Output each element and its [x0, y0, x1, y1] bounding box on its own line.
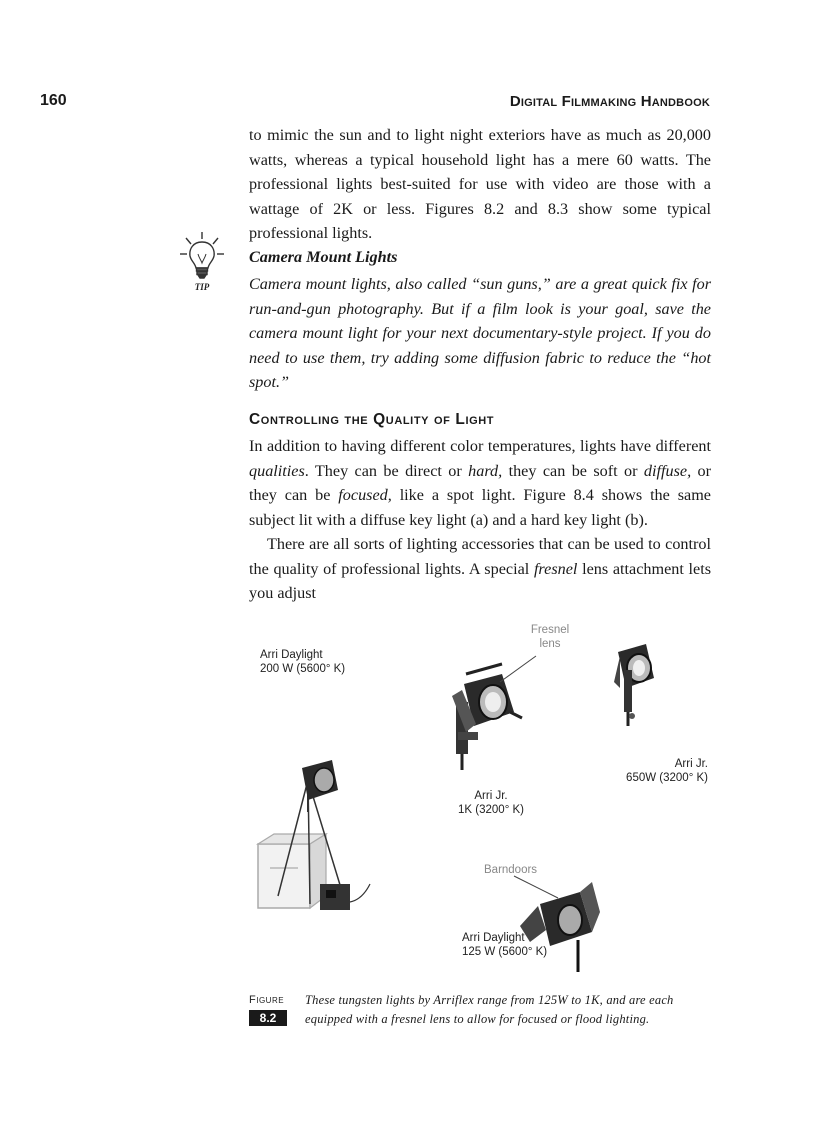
label-line: 200 W (5600° K)	[260, 663, 346, 675]
caption-figure-word: Figure	[249, 994, 285, 1006]
intro-text: to mimic the sun and to light night exteriors have as much as 20,000 watts, whereas a typical household light has a mere 60 watts. The professional lights best-suited for use with video are those with a wattage of 2K or less. Figures 8.2 and 8.3 show some typical professional lights.	[249, 126, 711, 242]
label-line: Fresnel	[530, 624, 570, 636]
quality-paragraph	[249, 434, 711, 532]
label-line: Arri Daylight	[462, 932, 525, 944]
term-fresnel: fresnel	[533, 559, 578, 578]
p1-text-i: like a spot light. Figure 8.4 shows the same subject lit with a diffuse key light (a) and a hard key light (b).	[249, 486, 711, 529]
label-line: Arri Daylight	[260, 649, 323, 661]
section-body	[249, 434, 711, 606]
label-arri-jr-650	[614, 757, 708, 785]
section-heading: Controlling the Quality of Light	[249, 411, 495, 428]
p1-text-c: . They can be direct or	[304, 461, 469, 480]
p2-text-c: lens attachment lets you adjust	[249, 559, 711, 602]
arri-jr-1k-light-image	[452, 664, 522, 770]
tip-lightbulb-icon	[178, 230, 226, 294]
label-line: 650W (3200° K)	[626, 772, 708, 784]
label-line: 1K (3200° K)	[458, 804, 524, 816]
p1-text-a: In addition to having different color temperatures, lights have different	[249, 437, 711, 455]
fresnel-pointer-line	[500, 656, 536, 682]
term-hard: hard,	[468, 461, 503, 480]
intro-paragraph	[249, 123, 711, 246]
figure-lights-illustration	[240, 612, 720, 972]
tip-body: Camera mount lights, also called “sun guns,” are a great quick fix for run-and-gun photography. But if a film look is your goal, save the camera mount light for your next documentary-style project. If you do need to use them, try adding some diffusion fabric to reduce the “hot spot.”	[249, 275, 711, 391]
label-fresnel-lens	[522, 623, 578, 651]
accessories-paragraph	[249, 532, 711, 606]
label-line: Arri Jr.	[674, 758, 708, 770]
term-diffuse: diffuse,	[643, 461, 692, 480]
caption-figure-number: 8.2	[249, 1010, 287, 1026]
barndoors-pointer-line	[514, 876, 558, 898]
label-arri-daylight-125	[462, 931, 547, 959]
label-barndoors: Barndoors	[484, 864, 538, 876]
label-arri-jr-1k	[450, 789, 532, 817]
term-focused: focused,	[338, 486, 392, 504]
arri-jr-650-light-image	[614, 644, 654, 726]
p1-text-e: they can be soft or	[502, 461, 644, 480]
label-line: Arri Jr.	[474, 790, 508, 802]
tip-title: Camera Mount Lights	[249, 248, 398, 266]
page-number: 160	[40, 92, 67, 109]
label-arri-daylight-200	[260, 648, 345, 676]
label-line: 125 W (5600° K)	[462, 946, 548, 958]
label-line: lens	[539, 638, 561, 650]
p2-text-a: There are all sorts of lighting accessories that can be used to control the quality of professional lights. A special	[249, 535, 711, 578]
arri-daylight-200-kit-image	[258, 760, 370, 910]
running-title: Digital Filmmaking Handbook	[509, 93, 710, 110]
term-qualities: qualities	[249, 461, 305, 480]
figure-caption: These tungsten lights by Arriflex range from 125W to 1K, and are each equipped with a fresnel lens to allow for focused or flood lighting.	[305, 993, 674, 1026]
tip-icon-label: TIP	[194, 282, 210, 292]
p1-text-g: or they can be	[249, 461, 711, 504]
